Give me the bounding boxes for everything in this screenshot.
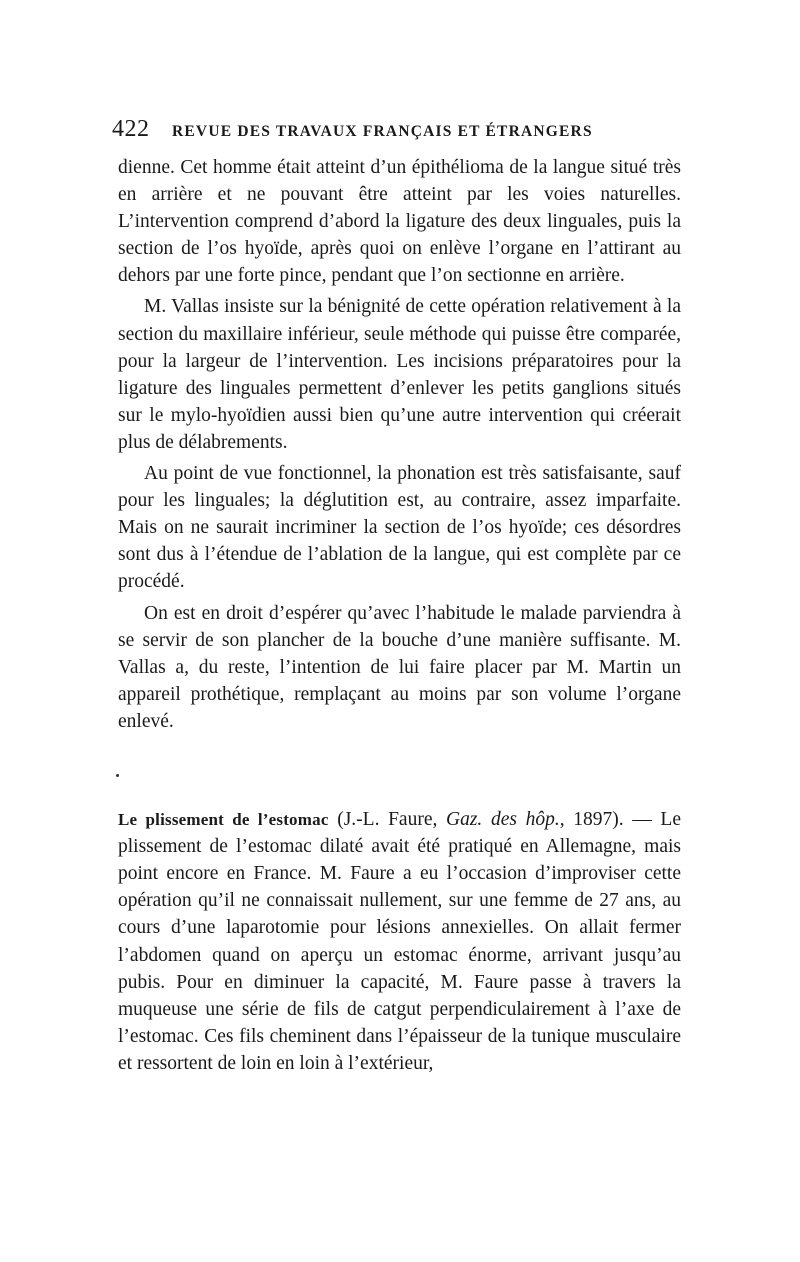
citation-close: , 1897). — <box>559 808 661 830</box>
paragraph: Au point de vue fonctionnel, la phonation est très satisfaisante, sauf pour les linguales; la déglutition est, au contraire, assez imparfaite. Mais on ne saurait incriminer la section de l’os hyoïde; ces désordres sont dus à l’étendue de l’ablation de la langue, qui est complète par ce procédé. <box>118 463 681 593</box>
article-title: Le plissement de l’estomac <box>118 809 329 829</box>
citation-open: (J.-L. Faure, <box>328 808 447 830</box>
paragraph-continuation: dienne. Cet homme était atteint d’un épithélioma de la langue situé très en arrière et ne pouvant être atteint par les voies naturelles. L’intervention comprend d’abord la ligature des deux linguales, puis la section de l’os hyoïde, après quoi on enlève l’organe en l’attirant au dehors par une forte pince, pendant que l’on sectionne en arrière. <box>118 157 681 287</box>
journal-name: Gaz. des hôp. <box>446 808 560 830</box>
running-head <box>112 116 682 146</box>
paragraph: On est en droit d’espérer qu’avec l’habitude le malade parviendra à se servir de son plancher de la bouche d’une manière suffisante. M. Vallas a, du reste, l’intention de lui faire placer par M. Martin un appareil prothétique, remplaçant au moins par son volume l’organe enlevé. <box>118 602 681 732</box>
article-entry <box>118 806 681 1078</box>
page-number: 422 <box>112 116 150 142</box>
running-title: REVUE DES TRAVAUX FRANÇAIS ET ÉTRANGERS <box>172 123 593 140</box>
body-text <box>118 154 681 735</box>
paragraph: M. Vallas insiste sur la bénignité de cette opération relativement à la section du maxillaire inférieur, seule méthode qui puisse être comparée, pour la largeur de l’intervention. Les incisions préparatoires pour la ligature des linguales permettent d’enlever les petits ganglions situés sur le mylo-hyoïdien aussi bien qu’une autre intervention qui créerait plus de délabrements. <box>118 296 681 453</box>
article-text: Le plissement de l’estomac dilaté avait été pratiqué en Allemagne, mais point encore en France. M. Faure a eu l’occasion d’improviser cette opération qu’il ne connaissait nullement, sur une femme de 27 ans, au cours d’une laparotomie pour lésions annexielles. On allait fermer l’abdomen quand on aperçu un estomac énorme, arrivant jusqu’au pubis. Pour en diminuer la capacité, M. Faure passe à travers la muqueuse une série de fils de catgut perpendiculairement à l’axe de l’estomac. Ces fils cheminent dans l’épaisseur de la tunique musculaire et ressortent de loin en loin à l’extérieur, <box>118 808 681 1075</box>
stray-mark <box>116 774 119 777</box>
